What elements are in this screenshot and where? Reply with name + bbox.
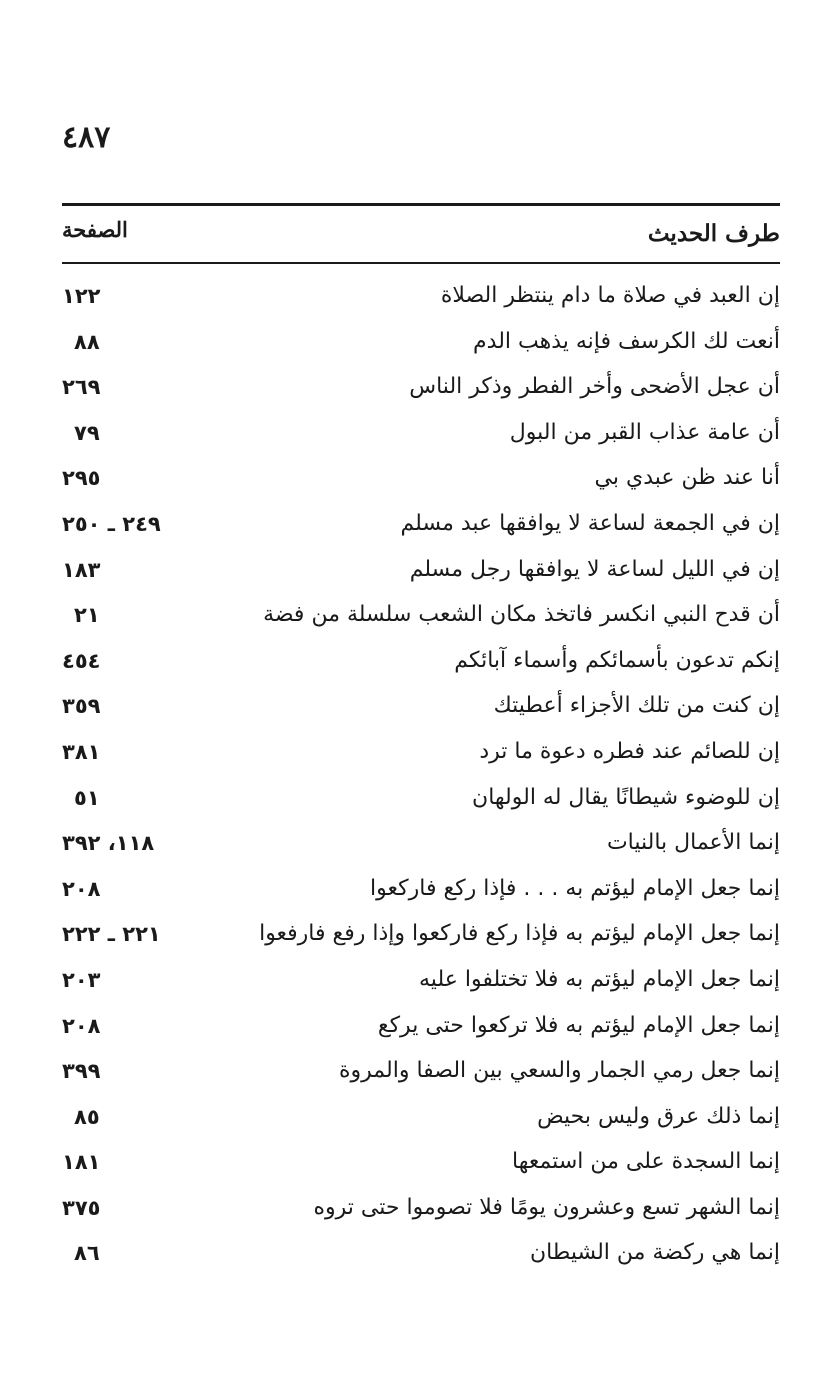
index-row [62,823,780,869]
index-row [62,1142,780,1188]
top-rule [62,203,780,206]
index-row [62,1006,780,1052]
page-reference: ٢٤٩ ـ ٢٥٠ [62,511,161,536]
page-reference: ١٨٣ [62,557,101,582]
index-row [62,869,780,915]
hadith-text: إن العبد في صلاة ما دام ينتظر الصلاة [440,283,780,308]
index-row [62,458,780,504]
page-reference: ٢٠٣ [62,967,101,992]
hadith-column-header: طرف الحديث [647,220,780,247]
index-row [62,1233,780,1279]
index-row [62,1051,780,1097]
page-reference: ٣٧٥ [62,1195,101,1220]
index-row [62,732,780,778]
hadith-text: أنعت لك الكرسف فإنه يذهب الدم [473,328,780,354]
index-row [62,504,780,550]
index-row [62,413,780,459]
page-reference: ٣٥٩ [62,694,101,719]
page-reference: ٢١ [74,603,100,628]
hadith-text: إنما الشهر تسع وعشرون يومًا فلا تصوموا حتى تروه [313,1194,780,1220]
page-reference: ٨٨ [74,329,100,354]
page-reference: ٥١ [74,785,100,810]
hadith-text: إنما جعل الإمام ليؤتم به فلا تختلفوا عليه [419,966,780,992]
hadith-text: إن للوضوء شيطانًا يقال له الولهان [472,784,780,810]
page-reference: ٢٢١ ـ ٢٢٢ [62,922,161,947]
index-row [62,1188,780,1234]
page-reference: ٢٩٥ [62,466,101,491]
page-reference: ٢٠٨ [62,876,101,901]
hadith-text: إن في الجمعة لساعة لا يوافقها عبد مسلم [400,510,780,536]
page-reference: ١٢٢ [62,284,101,308]
page-reference: ٧٩ [74,420,100,445]
index-row [62,641,780,687]
page-column-header: الصفحة [62,217,128,242]
page-reference: ٣٩٩ [62,1059,101,1084]
hadith-text: إن في الليل لساعة لا يوافقها رجل مسلم [409,556,780,582]
page-reference: ٤٥٤ [62,648,101,673]
hadith-text: إنما الأعمال بالنيات [606,830,780,856]
table-header [62,214,780,254]
page-reference: ٢٠٨ [62,1013,101,1038]
hadith-text: إنما جعل الإمام ليؤتم به . . . فإذا ركع فاركعوا [370,875,780,901]
hadith-text: إنما جعل الإمام ليؤتم به فإذا ركع فاركعوا وإذا رفع فارفعوا [259,921,780,947]
header-rule [62,262,780,264]
index-row [62,960,780,1006]
index-row [62,276,780,322]
hadith-text: إنكم تدعون بأسمائكم وأسماء آبائكم [454,647,780,673]
page-reference: ٣٨١ [62,739,101,764]
hadith-text: إنما السجدة على من استمعها [512,1149,780,1175]
index-row [62,595,780,641]
index-row [62,914,780,960]
index-row [62,778,780,824]
hadith-text: أن عجل الأضحى وأخر الفطر وذكر الناس [409,374,780,400]
page-reference: ١٨١ [62,1150,101,1175]
page-reference: ٨٦ [74,1241,100,1266]
index-row [62,322,780,368]
hadith-text: إنما هي ركضة من الشيطان [529,1240,780,1266]
hadith-text: إن للصائم عند فطره دعوة ما ترد [479,738,780,764]
page-reference: ٨٥ [74,1104,100,1129]
hadith-text: أن قدح النبي انكسر فاتخذ مكان الشعب سلسلة من فضة [263,602,780,628]
index-row [62,550,780,596]
index-row [62,367,780,413]
hadith-text: أن عامة عذاب القبر من البول [509,419,780,445]
hadith-text: إنما جعل الإمام ليؤتم به فلا تركعوا حتى يركع [377,1012,780,1038]
hadith-text: إن كنت من تلك الأجزاء أعطيتك [493,693,780,719]
hadith-text: إنما جعل رمي الجمار والسعي بين الصفا والمروة [339,1058,780,1084]
hadith-text: أنا عند ظن عبدي بي [594,465,780,491]
hadith-index-list [62,276,780,1279]
page-reference: ١١٨، ٣٩٢ [62,831,155,856]
page-reference: ٢٦٩ [62,375,101,400]
page-number: ٤٨٧ [62,120,111,155]
index-row [62,686,780,732]
hadith-text: إنما ذلك عرق وليس بحيض [537,1103,780,1129]
index-row [62,1097,780,1143]
